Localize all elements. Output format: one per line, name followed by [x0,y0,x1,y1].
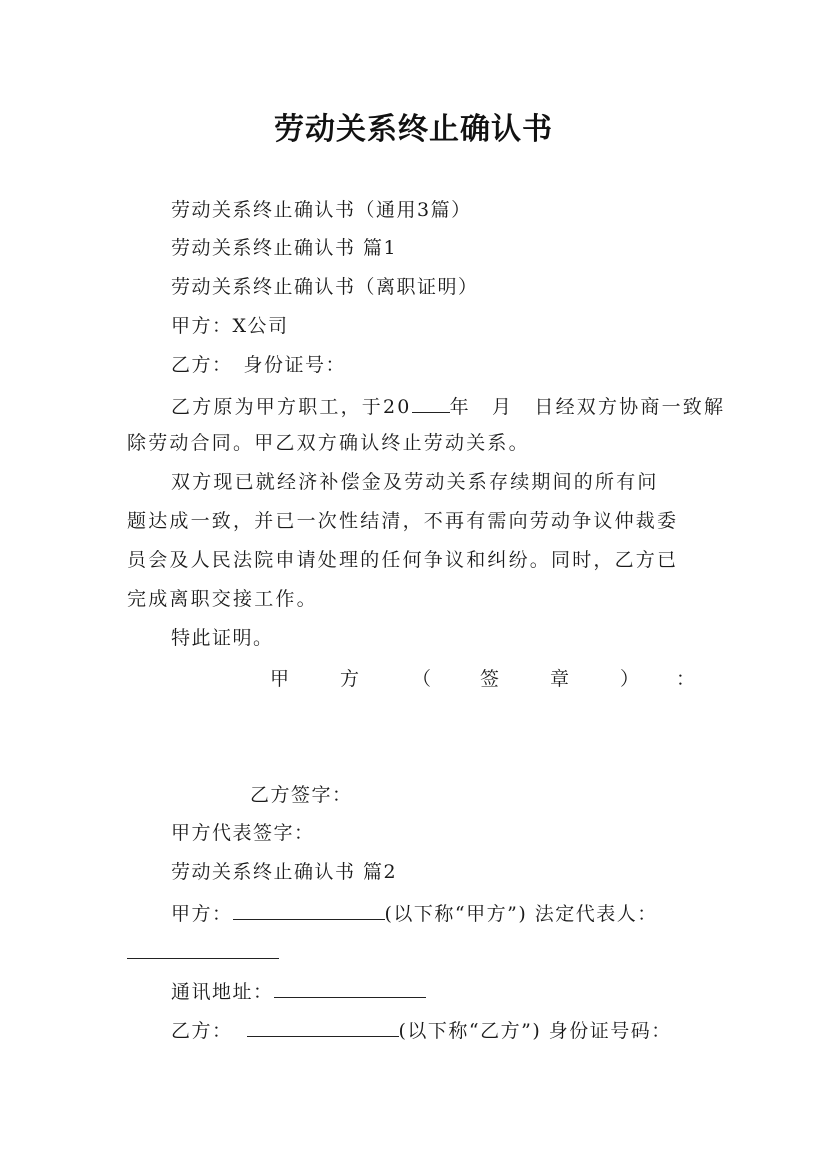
paragraph-2-line-4: 完成离职交接工作。 [127,588,318,610]
party-b-name-blank [247,1016,399,1037]
subtitle-general: 劳动关系终止确认书（通用3篇） [171,199,472,221]
seal-char: 签 [480,668,500,690]
party-b-label: 乙方： [171,1020,233,1042]
paragraph-2-line-2: 题达成一致，并已一次性结清，不再有需向劳动争议仲裁委 [127,510,679,532]
section-heading-2: 劳动关系终止确认书 篇2 [171,861,398,883]
party-b-line: 乙方： 身份证号： [171,354,347,376]
section-heading-1: 劳动关系终止确认书 篇1 [171,237,398,259]
party-a-suffix: (以下称“甲方”) 法定代表人： [384,903,658,925]
address-blank [274,977,426,998]
paragraph-1-text-b: 年 月 日经双方协商一致解 [449,396,726,418]
party-a-label: 甲方： [171,903,233,925]
doc-subtitle: 劳动关系终止确认书（离职证明） [171,276,479,298]
seal-char: ： [676,668,696,690]
party-a-fill-line [171,899,658,926]
seal-char: （ [412,668,432,690]
legal-rep-blank [127,958,279,959]
paragraph-1-line-1 [171,392,725,419]
address-line [171,977,426,1004]
party-a-line: 甲方：X公司 [171,315,289,337]
document-title: 劳动关系终止确认书 [274,112,553,147]
paragraph-1-text-a: 乙方原为甲方职工，于20 [171,396,412,418]
year-blank [412,392,450,413]
seal-char: 甲 [270,668,290,690]
party-a-name-blank [233,899,385,920]
party-b-fill-line [171,1016,672,1043]
seal-char: ） [620,668,640,690]
party-b-suffix: (以下称“乙方”) 身份证号码： [398,1020,672,1042]
seal-char: 方 [340,668,360,690]
paragraph-1-line-2: 除劳动合同。甲乙双方确认终止劳动关系。 [127,432,530,454]
paragraph-2-line-3: 员会及人民法院申请处理的任何争议和纠纷。同时，乙方已 [127,549,679,571]
paragraph-2-line-1: 双方现已就经济补偿金及劳动关系存续期间的所有问 [171,471,659,493]
certification-line: 特此证明。 [171,627,274,649]
seal-char: 章 [550,668,570,690]
address-label: 通讯地址： [171,981,274,1003]
party-b-signature-line: 乙方签字： [250,784,353,806]
party-a-rep-signature-line: 甲方代表签字： [171,822,315,844]
